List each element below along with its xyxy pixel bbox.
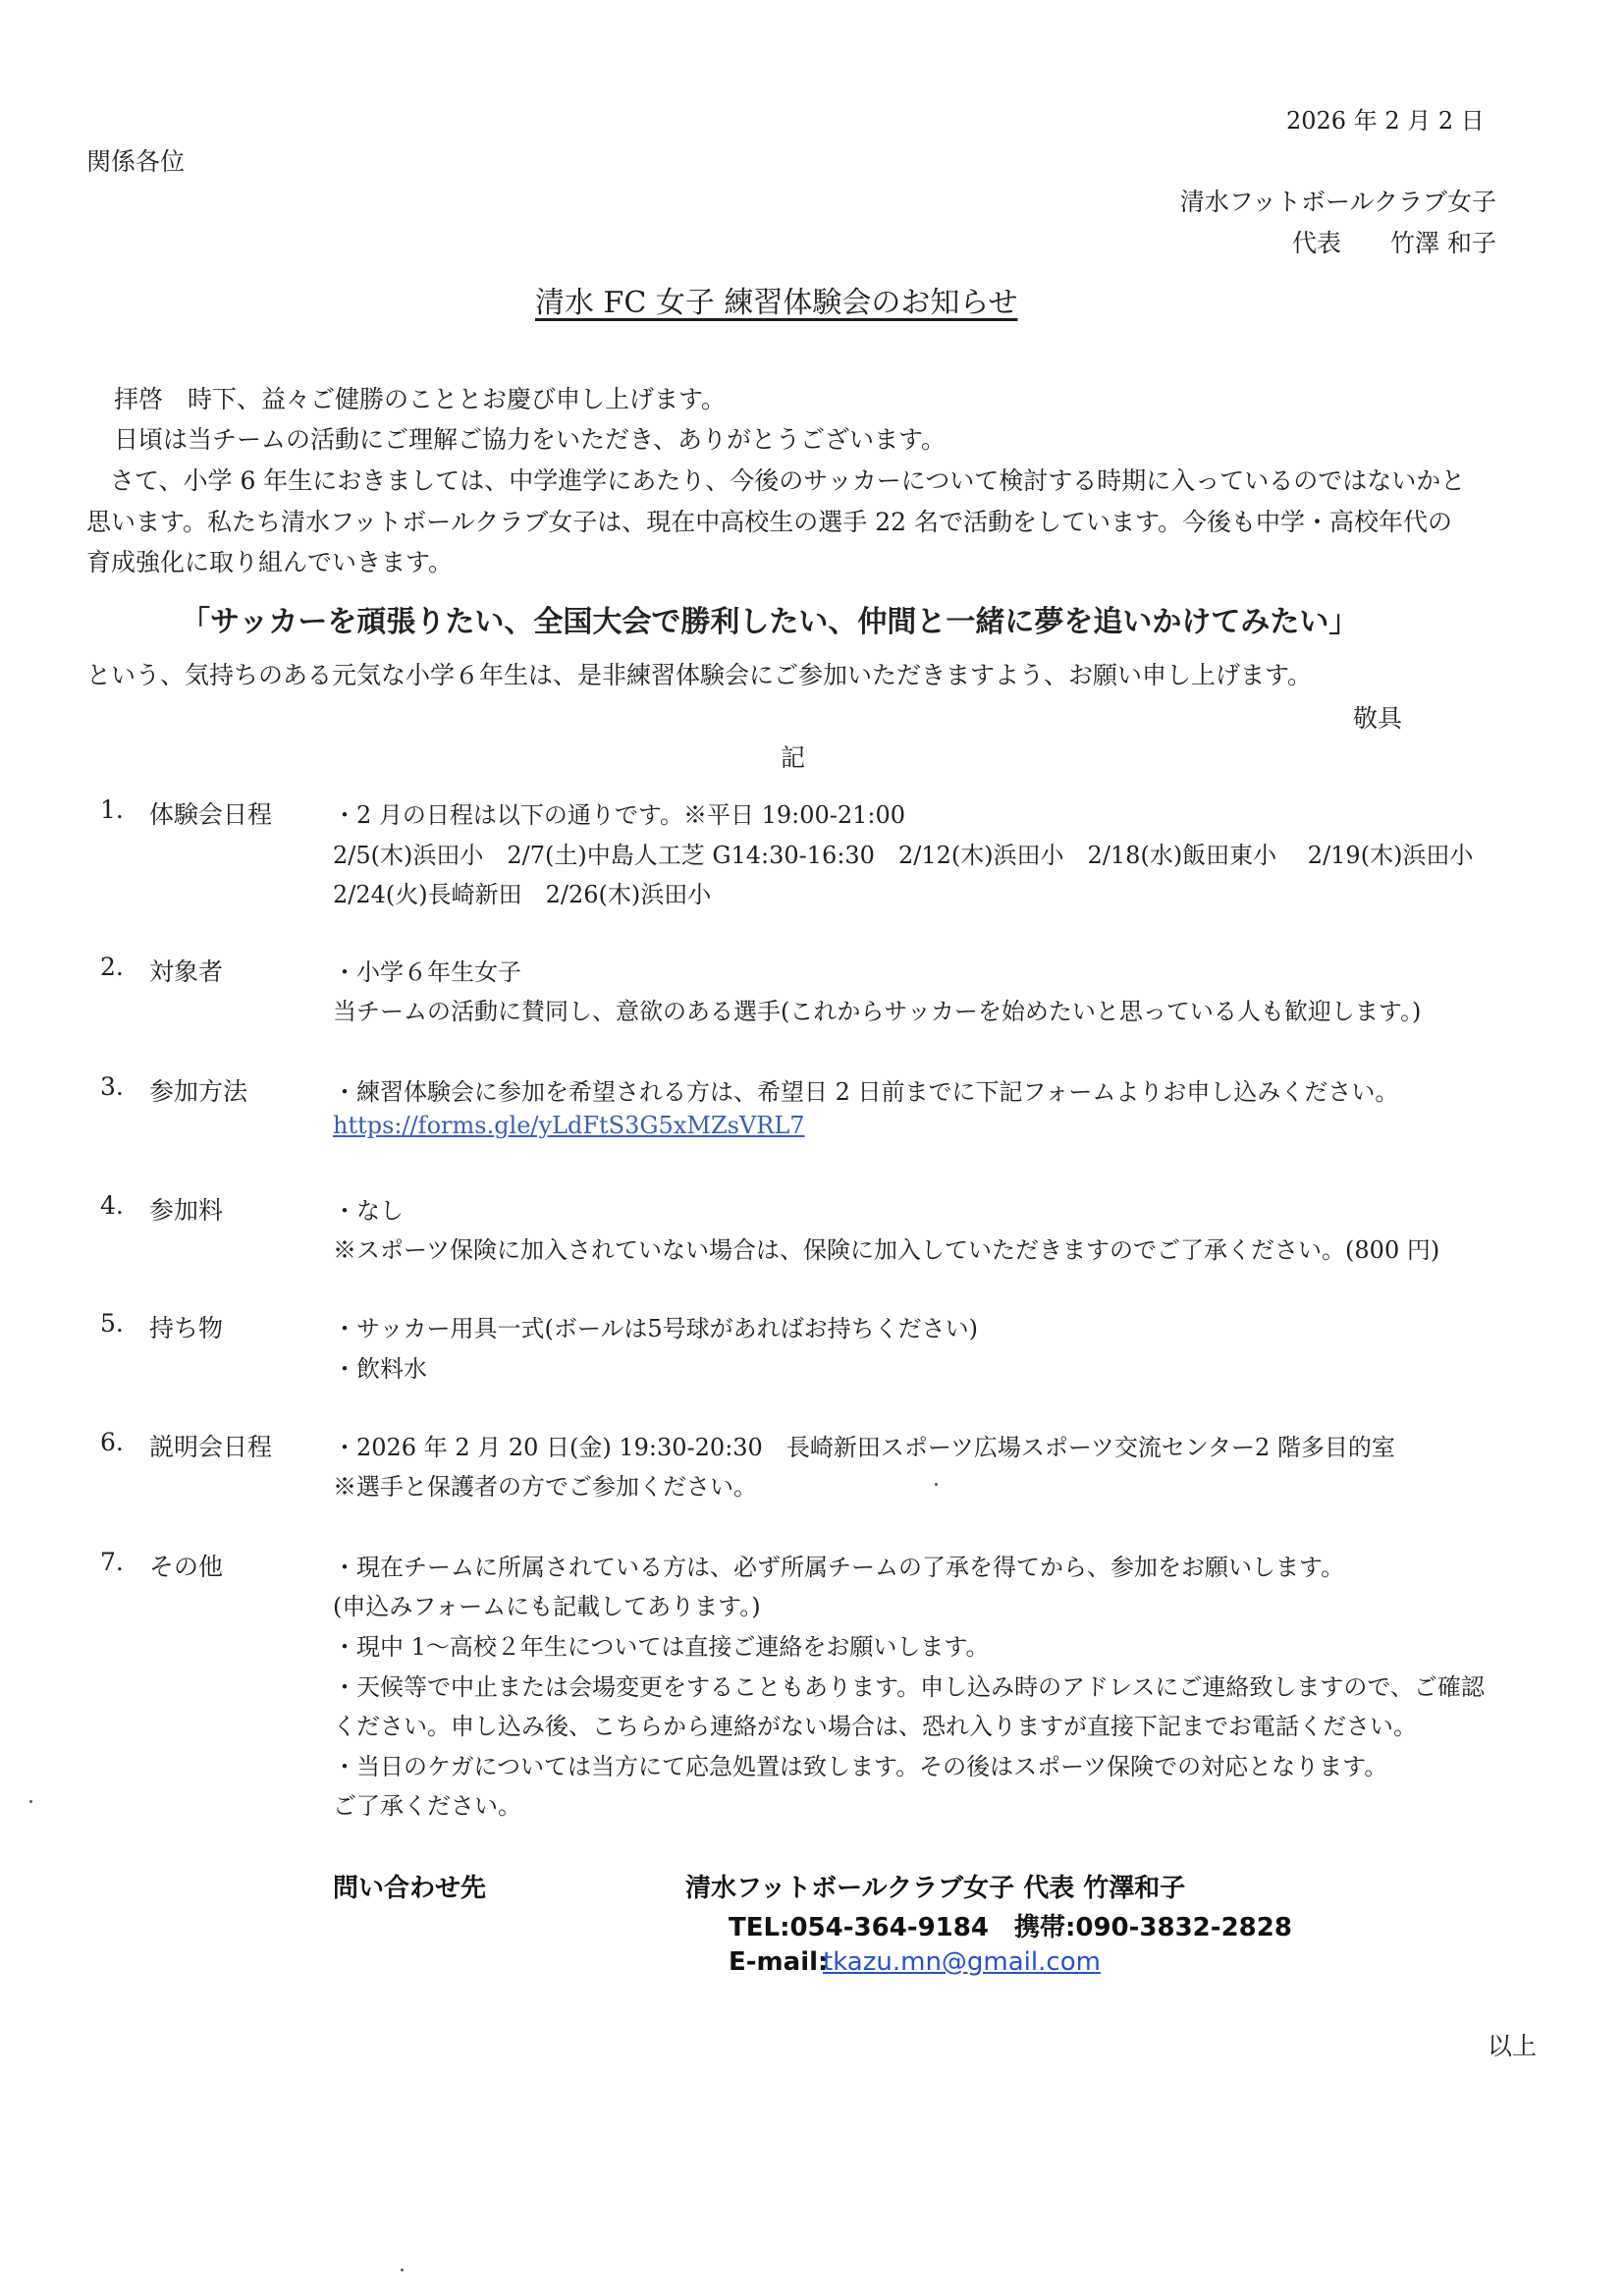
item-4-number: 4. [100, 1191, 124, 1220]
item-1-line: ・2 月の日程は以下の通りです。※平日 19:00-21:00 [333, 801, 906, 829]
contact-email-label: E-mail: [729, 1947, 829, 1977]
ki-marker: 記 [781, 743, 806, 772]
item-7-line: ご了承ください。 [333, 1792, 521, 1820]
scan-speck [935, 1483, 938, 1486]
thanks-paragraph: 日頃は当チームの活動にご理解ご協力をいただき、ありがとうございます。 [114, 425, 947, 454]
item-3-line: ・練習体験会に参加を希望される方は、希望日 2 日前までに下記フォームよりお申し込みください。 [333, 1078, 1399, 1106]
scan-speck [29, 1800, 32, 1803]
item-7-line: ・現中 1～高校２年生については直接ご連絡をお願いします。 [333, 1633, 990, 1661]
item-7-line: ・当日のケガについては当方にて応急処置は致します。その後はスポーツ保険での対応となります。 [333, 1753, 1388, 1780]
item-5-line: ・飲料水 [333, 1355, 427, 1383]
item-1-line: 2/5(木)浜田小 2/7(土)中島人工芝 G14:30-16:30 2/12(木)浜田小 2/18(水)飯田東小 2/19(木)浜田小 [333, 842, 1474, 869]
contact-email-link[interactable]: tkazu.mn@gmail.com [823, 1947, 1101, 1977]
closing-keigu: 敬具 [1353, 704, 1403, 733]
item-7-line: (申込みフォームにも記載してあります。) [333, 1593, 761, 1620]
item-4-line: ※スポーツ保険に加入されていない場合は、保険に加入していただきますのでご了承ください。(800 円) [333, 1236, 1440, 1264]
contact-phone: TEL:054-364-9184 携帯:090-3832-2828 [729, 1913, 1292, 1942]
item-7-number: 7. [100, 1548, 124, 1576]
slogan: 「サッカーを頑張りたい、全国大会で勝利したい、仲間と一緒に夢を追いかけてみたい」 [181, 605, 1359, 639]
item-7-label: その他 [149, 1553, 224, 1581]
intro-paragraph-line-2: 思います。私たち清水フットボールクラブ女子は、現在中高校生の選手 22 名で活動をしています。今後も中学・高校年代の [86, 508, 1452, 536]
item-1-label: 体験会日程 [149, 800, 273, 829]
item-5-number: 5. [100, 1309, 124, 1338]
greeting-paragraph: 拝啓 時下、益々ご健勝のこととお慶び申し上げます。 [114, 385, 727, 413]
item-6-line: ・2026 年 2 月 20 日(金) 19:30-20:30 長崎新田スポーツ広場スポーツ交流センター2 階多目的室 [333, 1434, 1395, 1461]
item-2-line: 当チームの活動に賛同し、意欲のある選手(これからサッカーを始めたいと思っている人も歓迎します。) [333, 998, 1422, 1025]
item-5-label: 持ち物 [149, 1314, 224, 1342]
item-6-number: 6. [100, 1428, 124, 1456]
document-date: 2026 年 2 月 2 日 [1286, 107, 1485, 135]
contact-heading: 問い合わせ先 [333, 1874, 487, 1903]
item-6-line: ※選手と保護者の方でご参加ください。 [333, 1473, 757, 1501]
intro-paragraph-line-1: さて、小学 6 年生におきましては、中学進学にあたり、今後のサッカーについて検討する時期に入っているのではないかと [110, 466, 1466, 495]
scan-speck [401, 2269, 404, 2271]
item-5-line: ・サッカー用具一式(ボールは5号球があればお持ちください) [333, 1315, 979, 1342]
item-7-line: ・天候等で中止または会場変更をすることもあります。申し込み時のアドレスにご連絡致しますので、ご確認 [333, 1673, 1485, 1701]
item-1-number: 1. [100, 795, 124, 824]
item-4-label: 参加料 [149, 1196, 224, 1225]
item-1-line: 2/24(火)長崎新田 2/26(木)浜田小 [333, 881, 712, 908]
intro-paragraph-line-3: 育成強化に取り組んでいきます。 [86, 548, 454, 576]
addressee: 関係各位 [86, 147, 186, 176]
item-2-label: 対象者 [149, 957, 224, 986]
sender-org: 清水フットボールクラブ女子 [1179, 188, 1496, 216]
item-2-number: 2. [100, 953, 124, 981]
item-4-line: ・なし [333, 1197, 404, 1225]
invitation-paragraph: という、気持ちのある元気な小学６年生は、是非練習体験会にご参加いただきますよう、お願い申し上げます。 [86, 661, 1313, 689]
item-2-line: ・小学６年生女子 [333, 958, 521, 986]
item-3-number: 3. [100, 1072, 124, 1101]
item-3-label: 参加方法 [149, 1077, 248, 1106]
sender-representative: 代表 竹澤 和子 [1292, 229, 1496, 257]
item-6-label: 説明会日程 [149, 1433, 273, 1461]
application-form-link[interactable]: https://forms.gle/yLdFtS3G5xMZsVRL7 [333, 1112, 805, 1139]
document-title: 清水 FC 女子 練習体験会のお知らせ [535, 286, 1018, 320]
end-marker: 以上 [1488, 2032, 1538, 2060]
item-7-line: ください。申し込み後、こちらから連絡がない場合は、恐れ入りますが直接下記までお電話ください。 [333, 1713, 1417, 1740]
item-7-line: ・現在チームに所属されている方は、必ず所属チームの了承を得てから、参加をお願いします。 [333, 1554, 1345, 1581]
contact-organization: 清水フットボールクラブ女子 代表 竹澤和子 [685, 1874, 1186, 1903]
